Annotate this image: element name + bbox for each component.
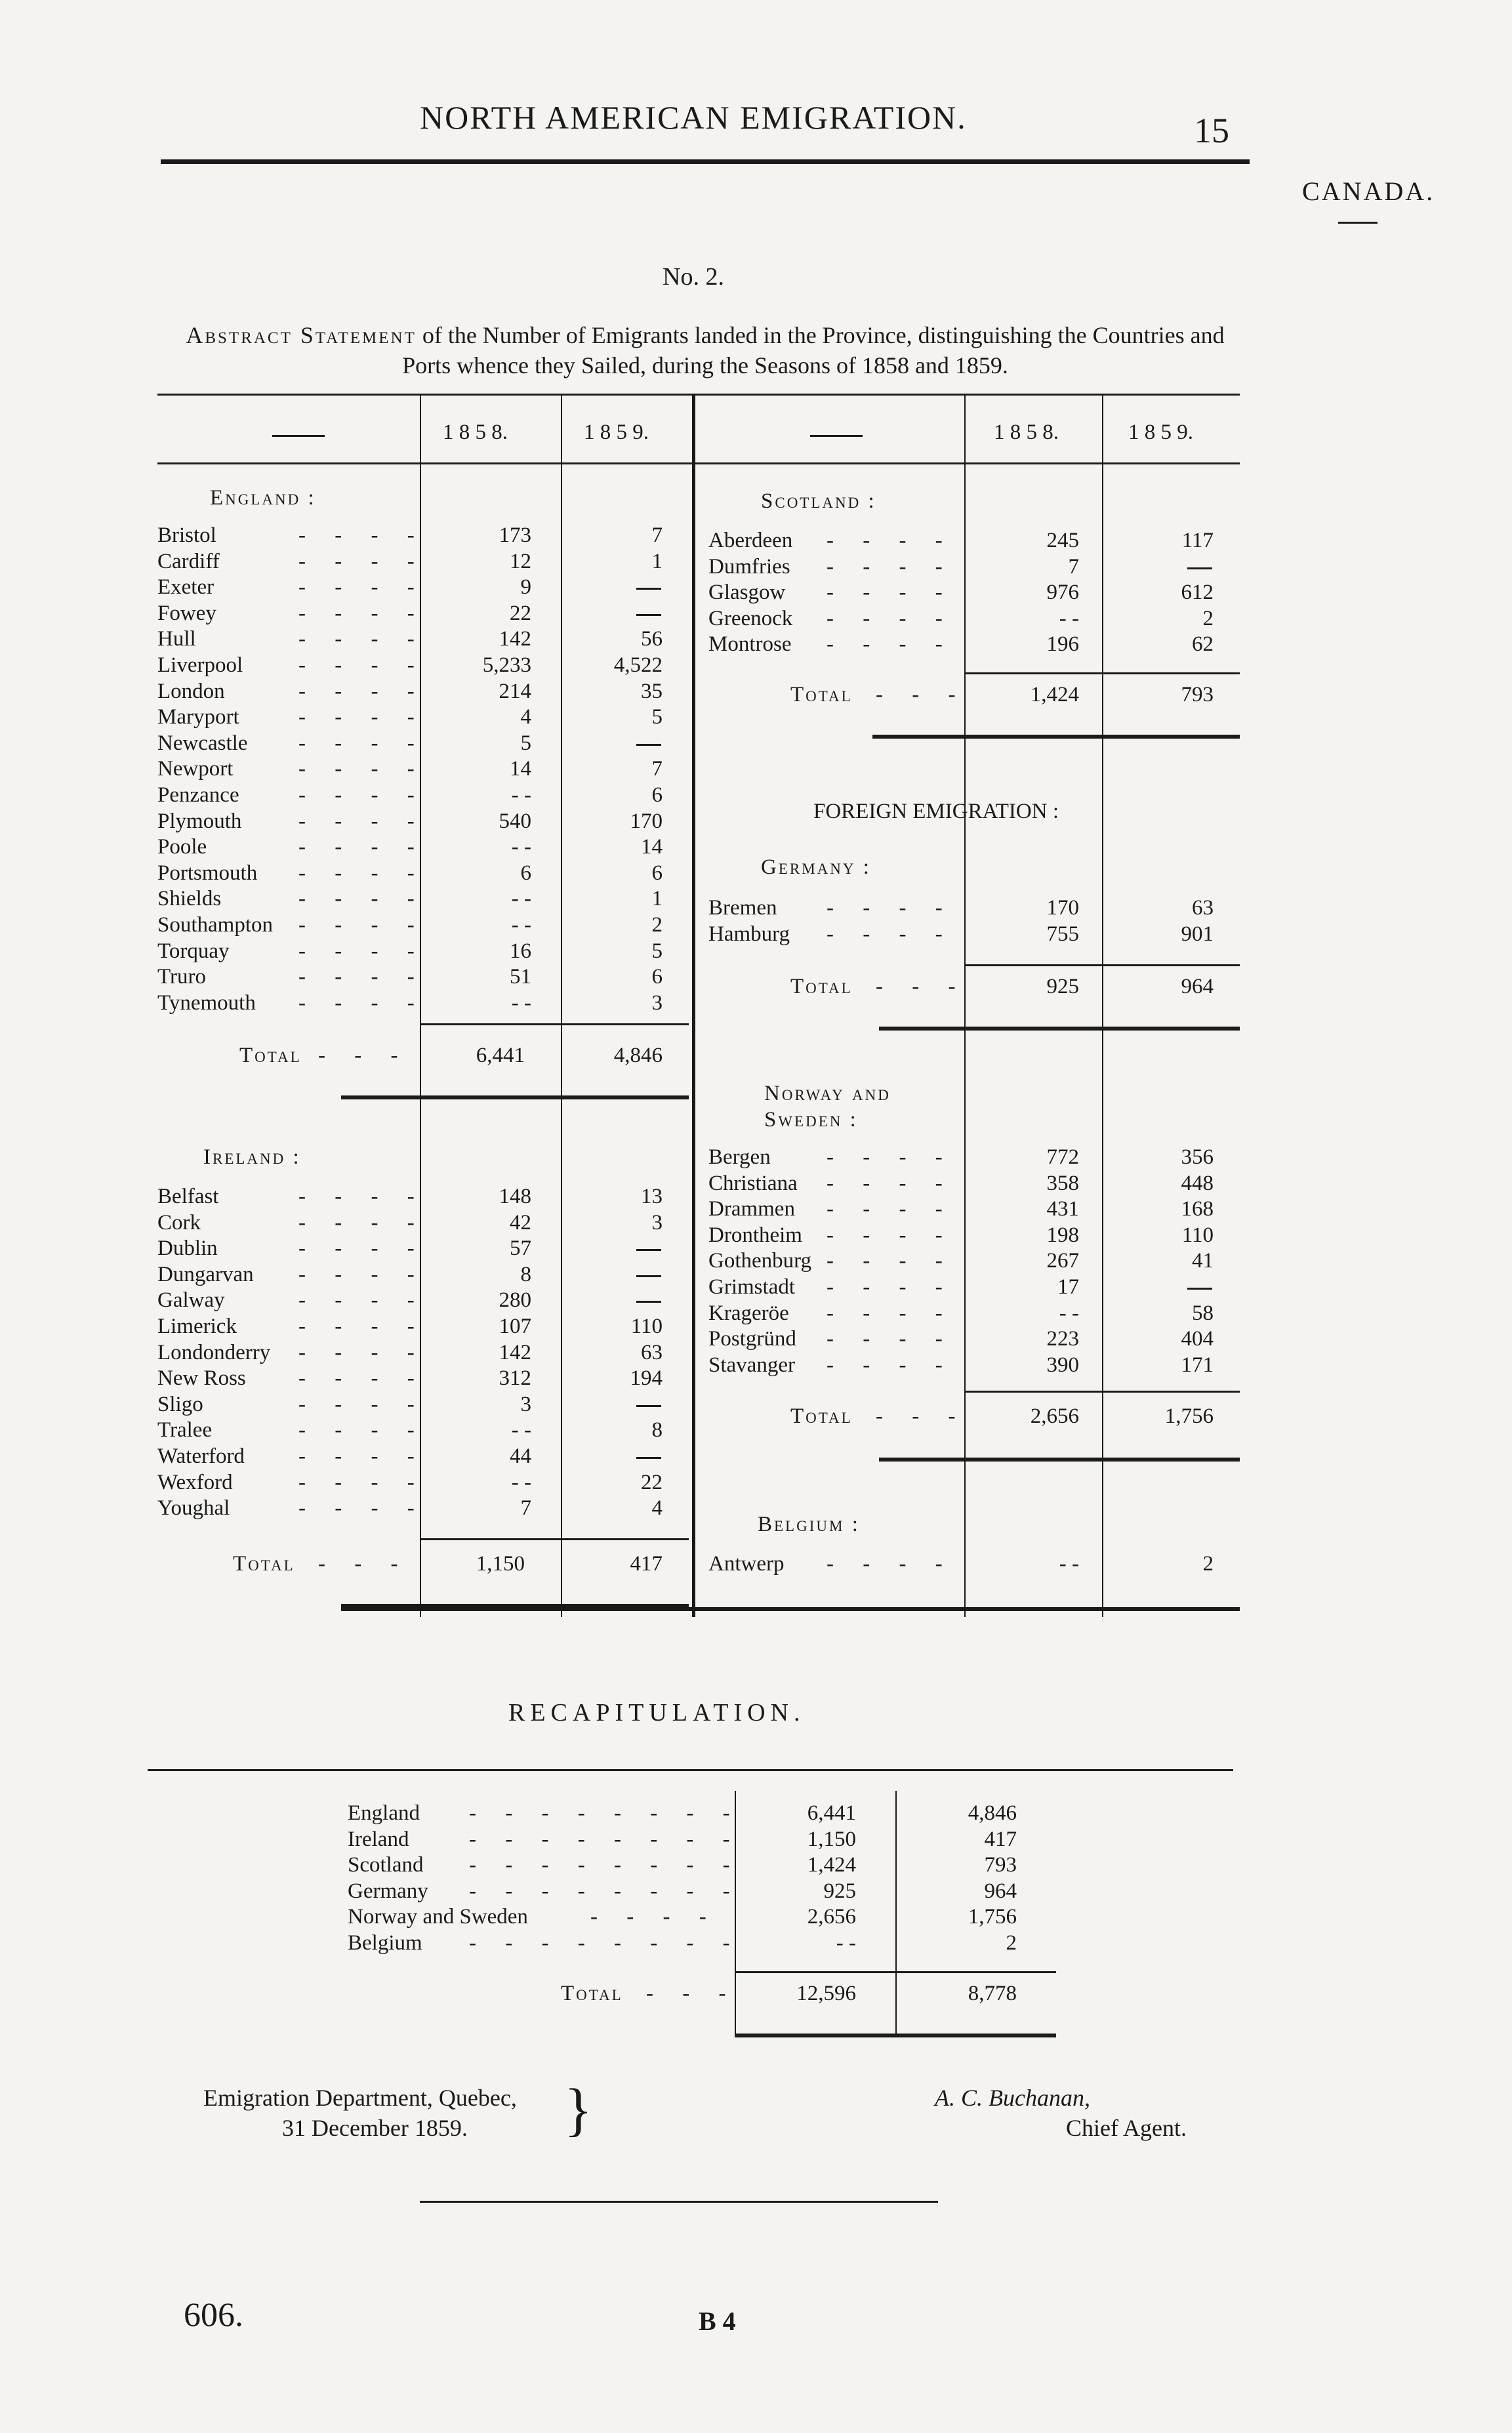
- leader-dots: - - - -: [298, 679, 426, 703]
- leader-dots: - - - -: [298, 965, 426, 989]
- dept-signature: [203, 2083, 517, 2143]
- port-name: Tralee: [157, 1418, 213, 1442]
- port-name: Youghal: [157, 1496, 230, 1521]
- port-name: Aberdeen: [708, 529, 793, 552]
- value-1859: 404: [1181, 1327, 1214, 1351]
- value-1859: [1187, 1288, 1212, 1290]
- center-divider: [692, 394, 695, 1617]
- value-1859: 63: [641, 1340, 663, 1364]
- value-1858: 107: [499, 1315, 531, 1338]
- agent-signature: [935, 2083, 1187, 2143]
- intro-rest: of the Number of Emigrants landed in the Province, distinguishing the Countries and Ports whence they Sailed, during the Seasons of 1858 and 1859.: [402, 322, 1225, 378]
- value-1858: 196: [1046, 632, 1079, 657]
- total-1859-scotland: 793: [1181, 683, 1214, 706]
- section-heading-norway: Norway and: [764, 1082, 891, 1105]
- value-1858: 44: [510, 1444, 531, 1468]
- page-number: 15: [1194, 111, 1229, 150]
- value-1858: 51: [510, 965, 531, 989]
- leader-dots: - - - -: [827, 1197, 954, 1221]
- header-dash-left: [272, 435, 325, 437]
- value-1859: [636, 1405, 661, 1407]
- recap-value-1859: 417: [984, 1827, 1017, 1851]
- leader-dots: - - - -: [298, 1366, 426, 1391]
- port-name: Gothenburg: [708, 1249, 812, 1273]
- total-1858-scotland: 1,424: [1030, 683, 1079, 706]
- leader-dots: - - - -: [298, 549, 426, 573]
- leader-dots: - - - -: [298, 705, 426, 729]
- value-1858: - -: [511, 1418, 531, 1442]
- total-1858-norway: 2,656: [1030, 1404, 1079, 1428]
- leader-dots: - - - - - - - -: [469, 1827, 742, 1851]
- value-1859: 6: [651, 861, 663, 885]
- value-1858: 280: [499, 1288, 531, 1313]
- value-1858: 42: [510, 1210, 531, 1235]
- port-name: Drammen: [708, 1197, 795, 1221]
- value-1859: 194: [630, 1366, 663, 1391]
- value-1859: 5: [651, 705, 663, 729]
- port-name: Portsmouth: [157, 861, 258, 885]
- leader-dots: - - - -: [827, 529, 954, 552]
- value-1858: 5: [520, 731, 531, 755]
- value-1859: [636, 1275, 661, 1277]
- leader-dots: - - - -: [827, 632, 954, 657]
- table-bottom-rule: [341, 1607, 1240, 1611]
- recap-value-1858: 925: [823, 1879, 856, 1903]
- leader-dots: - - - -: [298, 731, 426, 755]
- port-name: Fowey: [157, 601, 216, 625]
- leader-dots: - - - -: [298, 1315, 426, 1338]
- leader-dots: - - - -: [298, 809, 426, 833]
- value-1859: 7: [651, 523, 663, 547]
- total-1859-ireland: 417: [630, 1552, 663, 1576]
- leader-dots: - - - -: [298, 783, 426, 807]
- port-name: Krageröe: [708, 1301, 789, 1325]
- intro-text: [174, 320, 1236, 380]
- value-1858: 772: [1046, 1145, 1079, 1169]
- port-name: Bristol: [157, 523, 216, 547]
- page-title: NORTH AMERICAN EMIGRATION.: [420, 99, 967, 136]
- recap-country: Germany: [348, 1879, 428, 1903]
- col-rule-left-1859: [561, 394, 562, 1617]
- value-1858: 12: [510, 549, 531, 573]
- section-heading-belgium: Belgium :: [758, 1513, 860, 1536]
- page-code: 606.: [184, 2297, 243, 2334]
- table-top-rule: [157, 394, 1240, 396]
- recap-value-1858: 1,150: [807, 1827, 856, 1851]
- recap-col-rule-2: [895, 1791, 897, 2034]
- leader-dots: - - - -: [827, 922, 954, 946]
- total-1859-norway: 1,756: [1164, 1404, 1214, 1428]
- leader-dots: - - - -: [827, 1353, 954, 1377]
- recap-value-1858: 6,441: [807, 1801, 856, 1825]
- leader-dots: - - - -: [298, 1340, 426, 1364]
- col-rule-right-1858: [964, 394, 966, 1617]
- value-1858: 312: [499, 1366, 531, 1391]
- port-name: Stavanger: [708, 1353, 795, 1377]
- leader-dots: - - - -: [827, 554, 954, 579]
- value-1858: 173: [499, 523, 531, 547]
- table-header-rule: [157, 462, 1240, 464]
- value-1859: 117: [1181, 529, 1214, 552]
- recap-value-1858: - -: [836, 1931, 856, 1955]
- side-label: CANADA.: [1302, 176, 1435, 206]
- leader-dots: - - - -: [298, 861, 426, 885]
- leader-dots: - - - - - - - -: [469, 1931, 742, 1955]
- leader-dots: - - - -: [298, 1262, 426, 1286]
- port-name: Limerick: [157, 1315, 237, 1338]
- leader-dots: - - - -: [298, 1185, 426, 1208]
- leader-dots: - - - - - - - -: [469, 1879, 742, 1903]
- leader-dots: - - - -: [298, 601, 426, 625]
- leader-dots: - - - -: [298, 1288, 426, 1313]
- value-1858: - -: [511, 835, 531, 859]
- norway-subtotal-rule: [964, 1391, 1240, 1393]
- value-1859: 3: [651, 991, 663, 1015]
- leader-dots: - - - -: [298, 1496, 426, 1521]
- england-subtotal-rule: [420, 1023, 689, 1025]
- leader-dots: - - - -: [298, 575, 426, 600]
- scotland-total-rule: [872, 735, 1240, 739]
- total-1858-england: 6,441: [476, 1044, 525, 1067]
- value-1859: 14: [641, 835, 663, 859]
- total-1859-germany: 964: [1181, 975, 1214, 998]
- port-name: Galway: [157, 1288, 225, 1313]
- leader-dots: - - - -: [590, 1905, 718, 1929]
- total-label-germany: Total: [790, 975, 853, 998]
- value-1858: 198: [1046, 1223, 1079, 1247]
- foreign-emigration-heading: FOREIGN EMIGRATION :: [813, 800, 1059, 823]
- port-name: Christiana: [708, 1171, 798, 1195]
- value-1858: 4: [520, 705, 531, 729]
- col-header-1858-right: 1 8 5 8.: [994, 420, 1059, 444]
- total-label-england: Total: [239, 1044, 302, 1067]
- germany-total-rule: [879, 1027, 1240, 1031]
- header-rule: [161, 159, 1250, 164]
- port-name: Grimstadt: [708, 1275, 795, 1299]
- col-header-1859-right: 1 8 5 9.: [1128, 420, 1193, 444]
- side-label-dash: [1338, 222, 1378, 224]
- value-1859: 4: [651, 1496, 663, 1521]
- value-1858: 148: [499, 1185, 531, 1208]
- footer-rule: [420, 2201, 938, 2203]
- port-name: Tynemouth: [157, 991, 256, 1015]
- port-name: Londonderry: [157, 1340, 271, 1364]
- port-name: Greenock: [708, 606, 793, 630]
- port-name: Postgründ: [708, 1327, 796, 1351]
- recap-value-1859: 793: [984, 1853, 1017, 1877]
- value-1858: 3: [520, 1392, 531, 1416]
- port-name: Southampton: [157, 913, 274, 937]
- value-1859: 35: [641, 679, 663, 703]
- total-1858-ireland: 1,150: [476, 1552, 525, 1576]
- value-1859: 171: [1181, 1353, 1214, 1377]
- recap-value-1859: 1,756: [968, 1905, 1017, 1929]
- value-1858: 976: [1046, 581, 1079, 605]
- leader-dots: - - -: [876, 683, 968, 706]
- value-1858: 390: [1046, 1353, 1079, 1377]
- value-1859: 612: [1181, 581, 1214, 605]
- value-1858: 16: [510, 939, 531, 963]
- value-1859: 170: [630, 809, 663, 833]
- leader-dots: - - - -: [827, 606, 954, 630]
- leader-dots: - - - -: [827, 1171, 954, 1195]
- port-name: Penzance: [157, 783, 239, 807]
- value-1859: 2: [651, 913, 663, 937]
- value-1858: 22: [510, 601, 531, 625]
- leader-dots: - - - -: [298, 627, 426, 651]
- leader-dots: - - - - - - - -: [469, 1853, 742, 1877]
- dept-line-1: Emigration Department, Quebec,: [203, 2085, 517, 2111]
- port-name: Montrose: [708, 632, 792, 657]
- germany-subtotal-rule: [964, 964, 1240, 966]
- value-1859: 4,522: [613, 653, 663, 677]
- value-1859: [636, 588, 661, 590]
- intro-lead: Abstract Statement: [186, 322, 417, 348]
- port-name: Hull: [157, 627, 196, 651]
- leader-dots: - - - - - - - -: [469, 1801, 742, 1825]
- value-1858: 170: [1046, 896, 1079, 920]
- section-heading-sweden: Sweden :: [764, 1108, 858, 1132]
- leader-dots: - - - -: [298, 1470, 426, 1494]
- value-1858: - -: [511, 913, 531, 937]
- value-1859: 1: [651, 887, 663, 911]
- value-1858: - -: [1059, 1301, 1079, 1325]
- recap-title: RECAPITULATION.: [508, 1699, 806, 1727]
- port-name: Exeter: [157, 575, 215, 600]
- recap-total-label: Total: [561, 1982, 623, 2005]
- england-total-rule: [341, 1095, 689, 1099]
- total-label-scotland: Total: [790, 683, 853, 706]
- port-name: Waterford: [157, 1444, 245, 1468]
- value-1859: 62: [1192, 632, 1214, 657]
- value-1858: 57: [510, 1237, 531, 1261]
- port-name: Drontheim: [708, 1223, 802, 1247]
- value-1859: 2: [1202, 1552, 1214, 1576]
- leader-dots: - - - -: [827, 1223, 954, 1247]
- leader-dots: - - - -: [827, 581, 954, 605]
- recap-country: Scotland: [348, 1853, 424, 1877]
- leader-dots: - - -: [876, 975, 968, 998]
- scotland-subtotal-rule: [964, 672, 1240, 674]
- value-1859: 168: [1181, 1197, 1214, 1221]
- leader-dots: - - - -: [298, 835, 426, 859]
- section-heading-england: England :: [210, 486, 316, 510]
- value-1859: [636, 1301, 661, 1303]
- port-name: Cardiff: [157, 549, 220, 573]
- value-1859: 6: [651, 783, 663, 807]
- value-1858: 8: [520, 1262, 531, 1286]
- port-name: Shields: [157, 887, 222, 911]
- header-dash-right: [810, 435, 863, 437]
- value-1859: 41: [1192, 1249, 1214, 1273]
- value-1858: 7: [1068, 554, 1079, 579]
- value-1859: 6: [651, 965, 663, 989]
- recap-country: Belgium: [348, 1931, 422, 1955]
- port-name: Hamburg: [708, 922, 790, 946]
- value-1858: 540: [499, 809, 531, 833]
- port-name: Dublin: [157, 1237, 218, 1261]
- value-1858: 9: [520, 575, 531, 600]
- col-header-1858: 1 8 5 8.: [443, 420, 508, 444]
- leader-dots: - - - -: [827, 1249, 954, 1273]
- leader-dots: - - - -: [298, 991, 426, 1015]
- value-1859: 110: [1181, 1223, 1214, 1247]
- recap-country: Ireland: [348, 1827, 409, 1851]
- document-number: No. 2.: [663, 263, 724, 291]
- value-1859: 63: [1192, 896, 1214, 920]
- recap-value-1859: 2: [1006, 1931, 1017, 1955]
- value-1858: 7: [520, 1496, 531, 1521]
- recap-bottom-rule: [735, 2034, 1056, 2037]
- value-1859: 2: [1202, 606, 1214, 630]
- port-name: Newcastle: [157, 731, 248, 755]
- port-name: Poole: [157, 835, 207, 859]
- recap-country: England: [348, 1801, 420, 1825]
- total-1858-germany: 925: [1046, 975, 1079, 998]
- value-1858: - -: [511, 1470, 531, 1494]
- port-name: Cork: [157, 1210, 201, 1235]
- value-1858: - -: [511, 783, 531, 807]
- value-1859: [636, 614, 661, 616]
- value-1858: 17: [1057, 1275, 1079, 1299]
- value-1858: 214: [499, 679, 531, 703]
- recap-total-1858: 12,596: [796, 1982, 856, 2005]
- value-1859: [636, 744, 661, 746]
- leader-dots: - - - -: [298, 1392, 426, 1416]
- value-1858: 6: [520, 861, 531, 885]
- recap-value-1858: 2,656: [807, 1905, 856, 1929]
- value-1859: 3: [651, 1210, 663, 1235]
- port-name: London: [157, 679, 225, 703]
- col-header-1859: 1 8 5 9.: [584, 420, 649, 444]
- leader-dots: - - - -: [298, 913, 426, 937]
- leader-dots: - - - -: [827, 1275, 954, 1299]
- port-name: Truro: [157, 965, 206, 989]
- ireland-subtotal-rule: [420, 1538, 689, 1540]
- port-name: Sligo: [157, 1392, 203, 1416]
- port-name: Dumfries: [708, 554, 790, 579]
- value-1858: 14: [510, 757, 531, 781]
- value-1859: 8: [651, 1418, 663, 1442]
- leader-dots: - - - -: [298, 653, 426, 677]
- recap-total-1859: 8,778: [968, 1982, 1017, 2005]
- total-label-norway: Total: [790, 1404, 853, 1428]
- value-1858: 142: [499, 1340, 531, 1364]
- port-name: Glasgow: [708, 581, 786, 605]
- value-1859: 901: [1181, 922, 1214, 946]
- port-name: Dungarvan: [157, 1262, 254, 1286]
- leader-dots: - - - -: [298, 1210, 426, 1235]
- value-1859: 448: [1181, 1171, 1214, 1195]
- value-1858: 267: [1046, 1249, 1079, 1273]
- recap-country: Norway and Sweden: [348, 1905, 528, 1929]
- leader-dots: - - - -: [827, 1552, 954, 1576]
- port-name: Plymouth: [157, 809, 242, 833]
- leader-dots: - - - -: [298, 1237, 426, 1261]
- section-heading-scotland: Scotland :: [761, 489, 876, 513]
- port-name: Liverpool: [157, 653, 243, 677]
- dept-line-2: 31 December 1859.: [282, 2115, 468, 2141]
- recap-value-1859: 4,846: [968, 1801, 1017, 1825]
- value-1859: 356: [1181, 1145, 1214, 1169]
- sheet-mark: B 4: [699, 2306, 736, 2336]
- leader-dots: - - - -: [298, 757, 426, 781]
- total-1859-england: 4,846: [613, 1044, 663, 1067]
- value-1858: 223: [1046, 1327, 1079, 1351]
- value-1859: 13: [641, 1185, 663, 1208]
- value-1859: [1187, 567, 1212, 569]
- value-1858: 431: [1046, 1197, 1079, 1221]
- leader-dots: - - - -: [298, 1418, 426, 1442]
- leader-dots: - - - -: [298, 1444, 426, 1468]
- leader-dots: - - -: [876, 1404, 968, 1428]
- value-1859: [636, 1457, 661, 1459]
- value-1858: 5,233: [482, 653, 531, 677]
- recap-value-1858: 1,424: [807, 1853, 856, 1877]
- recap-value-1859: 964: [984, 1879, 1017, 1903]
- value-1859: 7: [651, 757, 663, 781]
- value-1858: 142: [499, 627, 531, 651]
- leader-dots: - - - -: [827, 1301, 954, 1325]
- value-1859: 56: [641, 627, 663, 651]
- section-heading-germany: Germany :: [761, 855, 871, 879]
- leader-dots: - - - -: [298, 523, 426, 547]
- recap-subtotal-rule: [735, 1971, 1056, 1973]
- value-1859: [636, 1249, 661, 1251]
- value-1858: - -: [1059, 606, 1079, 630]
- port-name: Wexford: [157, 1470, 233, 1494]
- value-1859: 58: [1192, 1301, 1214, 1325]
- value-1859: 22: [641, 1470, 663, 1494]
- leader-dots: - - -: [646, 1982, 738, 2005]
- agent-title: Chief Agent.: [1066, 2115, 1187, 2141]
- port-name: Bergen: [708, 1145, 771, 1169]
- port-name: Belfast: [157, 1185, 219, 1208]
- value-1858: - -: [511, 991, 531, 1015]
- value-1858: 245: [1046, 529, 1079, 552]
- brace-icon: }: [564, 2077, 593, 2142]
- leader-dots: - - - -: [827, 1327, 954, 1351]
- value-1858: - -: [1059, 1552, 1079, 1576]
- leader-dots: - - - -: [298, 887, 426, 911]
- value-1858: - -: [511, 887, 531, 911]
- port-name: New Ross: [157, 1366, 246, 1391]
- norway-total-rule: [879, 1458, 1240, 1462]
- leader-dots: - - - -: [827, 1145, 954, 1169]
- recap-top-rule: [148, 1769, 1233, 1771]
- value-1859: 110: [630, 1315, 663, 1338]
- section-heading-ireland: Ireland :: [203, 1145, 301, 1169]
- leader-dots: - - - -: [298, 939, 426, 963]
- leader-dots: - - - -: [827, 896, 954, 920]
- port-name: Torquay: [157, 939, 230, 963]
- port-name: Newport: [157, 757, 234, 781]
- port-name: Antwerp: [708, 1552, 785, 1576]
- leader-dots: - - -: [318, 1552, 410, 1576]
- port-name: Bremen: [708, 896, 777, 920]
- total-label-ireland: Total: [233, 1552, 295, 1576]
- agent-name: A. C. Buchanan,: [935, 2085, 1090, 2111]
- value-1858: 755: [1046, 922, 1079, 946]
- col-rule-right-1859: [1102, 394, 1103, 1617]
- leader-dots: - - -: [318, 1044, 410, 1067]
- value-1858: 358: [1046, 1171, 1079, 1195]
- value-1859: 1: [651, 549, 663, 573]
- port-name: Maryport: [157, 705, 239, 729]
- value-1859: 5: [651, 939, 663, 963]
